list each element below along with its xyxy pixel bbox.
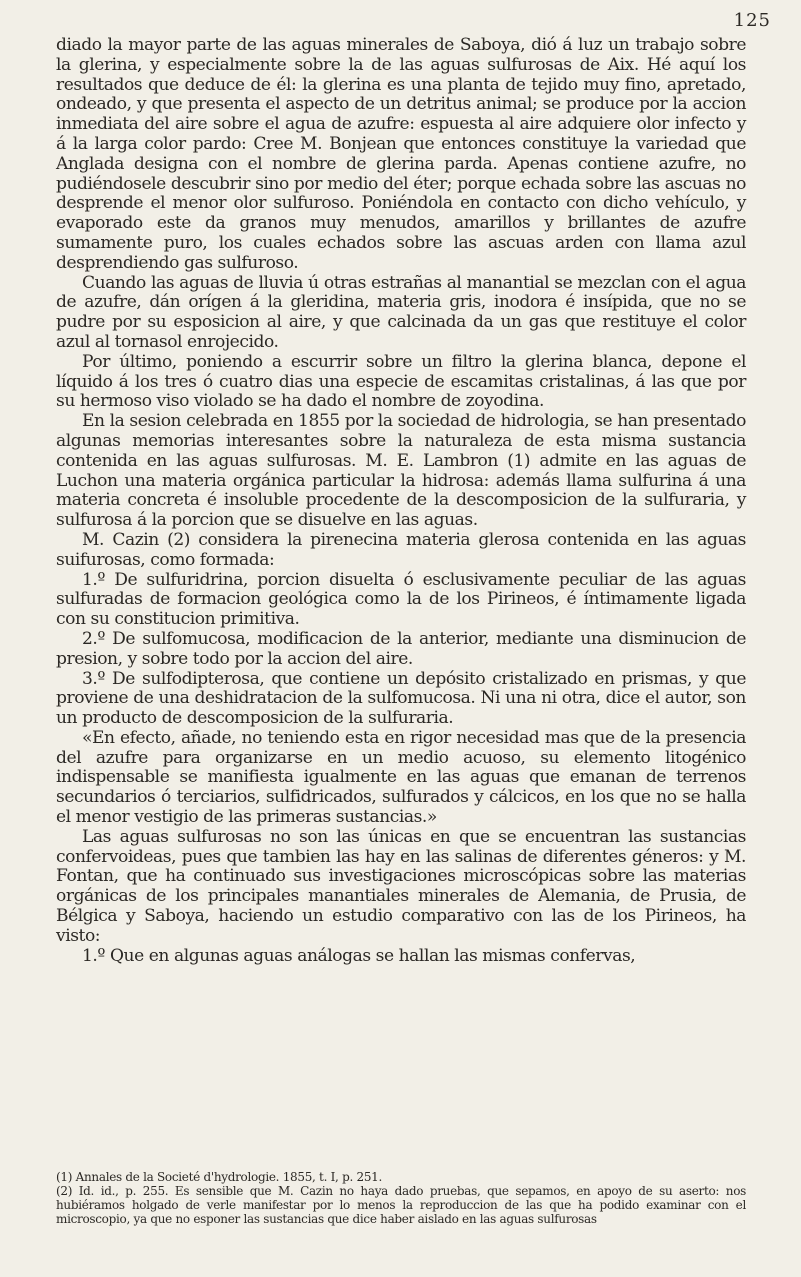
paragraph: En la sesion celebrada en 1855 por la sociedad de hidrologia, se han presentado algunas memorias interesantes sobre la naturaleza de esta misma sustancia contenida en las aguas sulfurosas. M. E. Lambron (1) admite en las aguas de Luchon una materia orgánica particular la hidrosa: además llama sulfurina á una materia concreta é insoluble procedente de la descomposicion de la sulfuraria, y sulfurosa á la porcion que se disuelve en las aguas. xyxy=(56,411,746,531)
page-number: 125 xyxy=(733,10,771,31)
quotation: «En efecto, añade, no teniendo esta en rigor necesidad mas que de la presencia del azufre para organizarse en un medio acuoso, su elemento litogénico indispensable se manifiesta igualmente en las aguas que emanan de terrenos secundarios ó terciarios, sulfidricados, sulfurados y cálcicos, en los que no se halla el menor vestigio de las primeras sustancias.» xyxy=(56,727,746,828)
paragraph: diado la mayor parte de las aguas minerales de Saboya, dió á luz un trabajo sobre la glerina, y especialmente sobre la de las aguas sulfurosas de Aix. Hé aquí los resultados que deduce de él: la glerina es una planta de tejido muy fino, apretado, ondeado, y que presenta el aspecto de un detritus animal; se produce por la accion inmediata del aire sobre el agua de azufre: espuesta al aire adquiere olor infecto y á la larga color pardo: Cree M. Bonjean que entonces constituye la variedad que Anglada designa con el nombre de glerina parda. Apenas contiene azufre, no pudiéndosele descubrir sino por medio del éter; porque echada sobre las ascuas no desprende el menor olor sulfuroso. Poniéndola en contacto con dicho vehículo, y evaporado este da granos muy menudos, amarillos y brillantes de azufre sumamente puro, los cuales echados sobre las ascuas arden con llama azul desprendiendo gas sulfuroso. xyxy=(56,35,746,273)
list-item: 3.º De sulfodipterosa, que contiene un depósito cristalizado en prismas, y que proviene de una deshidratacion de la sulfomucosa. Ni una ni otra, dice el autor, son un producto de descomposicion de la sulfuraria. xyxy=(56,668,746,729)
footnote: (2) Id. id., p. 255. Es sensible que M. Cazin no haya dado pruebas, que sepamos, en apoyo de su aserto: nos hubiéramos holgado de verle manifestar por lo menos la reproduccion de las que ha podido examinar con el microscopio, ya que no esponer las sustancias que dice haber aislado en las aguas sulfurosas xyxy=(56,1184,746,1226)
list-item: 2.º De sulfomucosa, modificacion de la anterior, mediante una disminucion de presion, y sobre todo por la accion del aire. xyxy=(56,628,746,669)
page-body xyxy=(56,36,746,966)
paragraph: Cuando las aguas de lluvia ú otras estrañas al manantial se mezclan con el agua de azufre, dán orígen á la gleridina, materia gris, inodora é insípida, que no se pudre por su esposicion al aire, y que calcinada da un gas que restituye el color azul al tornasol enrojecido. xyxy=(56,272,746,352)
paragraph: M. Cazin (2) considera la pirenecina materia glerosa contenida en las aguas suifurosas, como formada: xyxy=(56,529,746,570)
paragraph: Por último, poniendo a escurrir sobre un filtro la glerina blanca, depone el líquido á los tres ó cuatro dias una especie de escamitas cristalinas, á las que por su hermoso viso violado se ha dado el nombre de zoyodina. xyxy=(56,351,746,412)
footnote: (1) Annales de la Societé d'hydrologie. 1855, t. I, p. 251. xyxy=(56,1170,383,1184)
list-item: 1.º De sulfuridrina, porcion disuelta ó esclusivamente peculiar de las aguas sulfuradas de formacion geológica como la de los Pirineos, é íntimamente ligada con su constitucion primitiva. xyxy=(56,569,746,630)
footnotes xyxy=(56,1170,746,1226)
list-item: 1.º Que en algunas aguas análogas se hallan las mismas confervas, xyxy=(82,945,636,966)
paragraph: Las aguas sulfurosas no son las únicas en que se encuentran las sustancias confervoideas, pues que tambien las hay en las salinas de diferentes géneros: y M. Fontan, que ha continuado sus investigaciones microscópicas sobre las materias orgánicas de los principales manantiales minerales de Alemania, de Prusia, de Bélgica y Saboya, haciendo un estudio comparativo con las de los Pirineos, ha visto: xyxy=(56,826,746,946)
